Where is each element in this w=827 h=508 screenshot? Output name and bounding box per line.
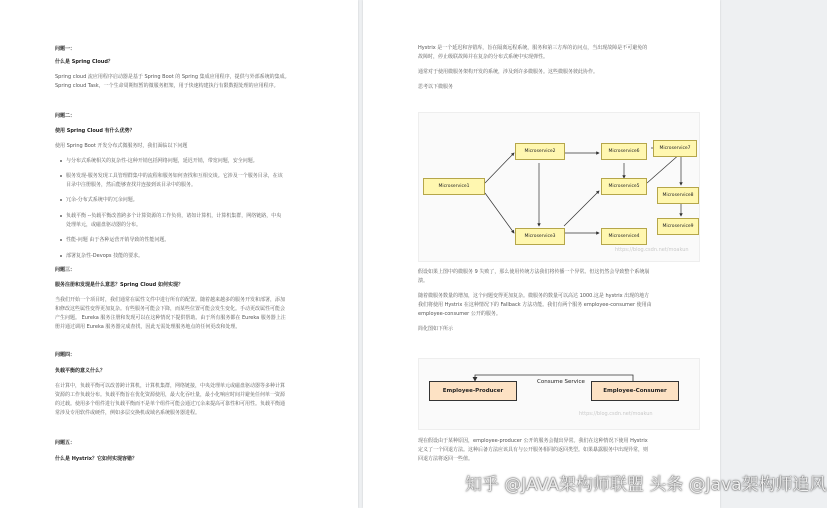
arrow xyxy=(564,191,599,226)
question-3-label: 问题三： xyxy=(55,267,76,273)
arrow xyxy=(647,153,681,183)
source-watermark: 知乎 @JAVA架构师联盟 头条 @Java架构师追风 xyxy=(465,475,827,495)
q3-paragraph-line: 当我们开始一个项目时，我们通常在属性文件中进行所有的配置。随着越来越多的服务开发和部署，添加 xyxy=(55,297,286,303)
bullet-dot xyxy=(60,215,62,217)
microservice-2-node: Microservice2 xyxy=(515,143,565,160)
q3-paragraph-line: 和修改这些属性变得更加复杂。有些服务可能会下降，而某些位置可能会发生变化。手动更改属性可能会 xyxy=(55,306,286,312)
q4-paragraph-line: 在计算中，负载平衡可以改善跨计算机，计算机集群，网络链接，中央处理单元或磁盘驱动器等多种计算 xyxy=(55,383,286,389)
bullet-dot xyxy=(60,175,62,177)
question-2-title: 使用 Spring Cloud 有什么优势？ xyxy=(55,128,135,134)
question-4-label: 问题四： xyxy=(55,352,76,358)
arrow xyxy=(485,193,514,233)
microservices-diagram xyxy=(418,112,700,262)
hystrix-paragraph-line: 故障时，停止级联故障并在复杂的分布式系统中实现弹性。 xyxy=(418,54,549,60)
microservice-8-node: Microservice8 xyxy=(657,187,699,204)
paragraph-line: 回退方法将返回一些值。 xyxy=(418,456,474,462)
q3-paragraph-line: 册并通过调用 Eureka 服务器完成查找，因此无需处理服务地点的任何更改和处理。 xyxy=(55,324,241,330)
bullet-dot xyxy=(60,239,62,241)
bullet-dot xyxy=(60,160,62,162)
paragraph-line: 溃。 xyxy=(418,278,429,284)
q4-paragraph-line: 资源的工作负载分布。负载平衡旨在优化资源使用，最大化吞吐量，最小化响应时间并避免任何单一资源 xyxy=(55,392,286,398)
employee-consumer-node: Employee-Consumer xyxy=(591,381,679,401)
q2-intro: 使用 Spring Boot 开发分布式微服务时，我们面临以下问题 xyxy=(55,143,188,149)
paragraph-line: 定义了一个回退方法。这种后备方法应该具有与公开服务相同的返回类型。如果暴露服务中出现异常，则 xyxy=(418,447,649,453)
employee-producer-node: Employee-Producer xyxy=(429,381,517,401)
microservice-3-node: Microservice3 xyxy=(515,228,565,245)
hystrix-paragraph-line: Hystrix 是一个延迟和容错库，旨在隔离远程系统，服务和第三方库的访问点，当出现故障是不可避免的 xyxy=(418,45,648,51)
bullet-dot xyxy=(60,199,62,201)
right-document-page xyxy=(363,0,827,508)
bullet-item: 性能-问题 由于各种运营开销导致的性能问题。 xyxy=(66,237,170,243)
microservice-1-node: Microservice1 xyxy=(423,178,485,195)
question-4-title: 负载平衡的意义什么？ xyxy=(55,368,106,374)
bullet-item: 与分布式系统相关的复杂性-这种开销包括网络问题，延迟开销，带宽问题，安全问题。 xyxy=(66,158,258,164)
q1-paragraph-line: Spring cloud 流应用程序启动器是基于 Spring Boot 的 Spring 集成应用程序，提供与外部系统的集成。 xyxy=(55,74,290,80)
question-2-label: 问题二： xyxy=(55,113,76,119)
bullet-item: 负载平衡 --负载平衡改善跨多个计算资源的工作负荷，诸如计算机，计算机集群，网络链路，中央 xyxy=(66,213,282,219)
bullet-item: 冗余-分布式系统中的冗余问题。 xyxy=(66,197,138,203)
q4-paragraph-line: 常涉及专用软件或硬件，例如多层交换机或域名系统服务器进程。 xyxy=(55,410,201,416)
question-1-label: 问题一： xyxy=(55,46,76,52)
microservice-9-node: Microservice9 xyxy=(657,218,699,235)
paragraph-line: 现在假设由于某种原因，employee-producer 公开的服务会抛出异常。我们在这种情况下使用 Hystrix xyxy=(418,438,648,444)
microservice-5-node: Microservice5 xyxy=(601,178,647,195)
question-3-title: 服务注册和发现是什么意思？Spring Cloud 如何实现？ xyxy=(55,282,183,288)
diagram-watermark: https://blog.csdn.net/moakun xyxy=(615,247,689,253)
bullet-item-continued: 处理单元，或磁盘驱动器的分布。 xyxy=(66,222,142,228)
diagram-watermark: https://blog.csdn.net/moakun xyxy=(579,411,653,417)
question-1-title: 什么是 Spring Cloud？ xyxy=(55,59,113,65)
q4-paragraph-line: 的过载。使用多个组件进行负载平衡而不是单个组件可能会通过冗余来提高可靠性和可用性。负载平衡通 xyxy=(55,401,286,407)
microservice-4-node: Microservice4 xyxy=(601,228,647,245)
bullet-item-continued: 目录中注册服务，然后能够查找并连接到该目录中的服务。 xyxy=(66,182,197,188)
paragraph: 思考以下微服务 xyxy=(418,84,454,90)
question-5-title: 什么是 Hystrix？它如何实现容错？ xyxy=(55,456,137,462)
q3-paragraph-line: 产生问题。 Eureka 服务注册和发现可以在这种情况下提供帮助。由于所有服务都在 Eureka 服务器上注 xyxy=(55,315,286,321)
q1-paragraph-line: Spring cloud Task，一个生命周期短暂的微服务框架，用于快速构建执行有限数据处理的应用程序。 xyxy=(55,83,279,89)
paragraph: 简化图如下所示 xyxy=(418,326,454,332)
paragraph-line: employee-consumer 公开的服务。 xyxy=(418,311,501,317)
producer-consumer-diagram xyxy=(418,358,700,430)
question-5-label: 问题五： xyxy=(55,440,76,446)
left-document-page xyxy=(0,0,358,508)
paragraph-line: 假设如果上图中的微服务 9 失败了，那么使用传统方法我们将传播一个异常。但这仍然会导致整个系统崩 xyxy=(418,269,650,275)
paragraph-line: 我们将使用 Hystrix 在这种情况下的 Fallback 方法功能。我们有两个服务 employee-consumer 使用由 xyxy=(418,302,652,308)
bullet-item: 服务发现-服务发现工具管理群集中的流程和服务如何查找和互相交谈。它涉及一个服务目录，在该 xyxy=(66,173,283,179)
bullet-item: 部署复杂性-Devops 技能的要求。 xyxy=(66,253,144,259)
microservice-6-node: Microservice6 xyxy=(601,143,647,160)
bullet-dot xyxy=(60,255,62,257)
paragraph: 通常对于使用微服务架构开发的系统，涉及到许多微服务。这些微服务彼此协作。 xyxy=(418,69,599,75)
arrow xyxy=(485,153,514,183)
paragraph-line: 随着微服务数量的增加，这个问题变得更加复杂。微服务的数量可以高达 1000.这是 hystrix 出现的地方 xyxy=(418,293,650,299)
microservice-7-node: Microservice7 xyxy=(653,140,697,157)
consume-service-label: Consume Service xyxy=(537,379,585,385)
